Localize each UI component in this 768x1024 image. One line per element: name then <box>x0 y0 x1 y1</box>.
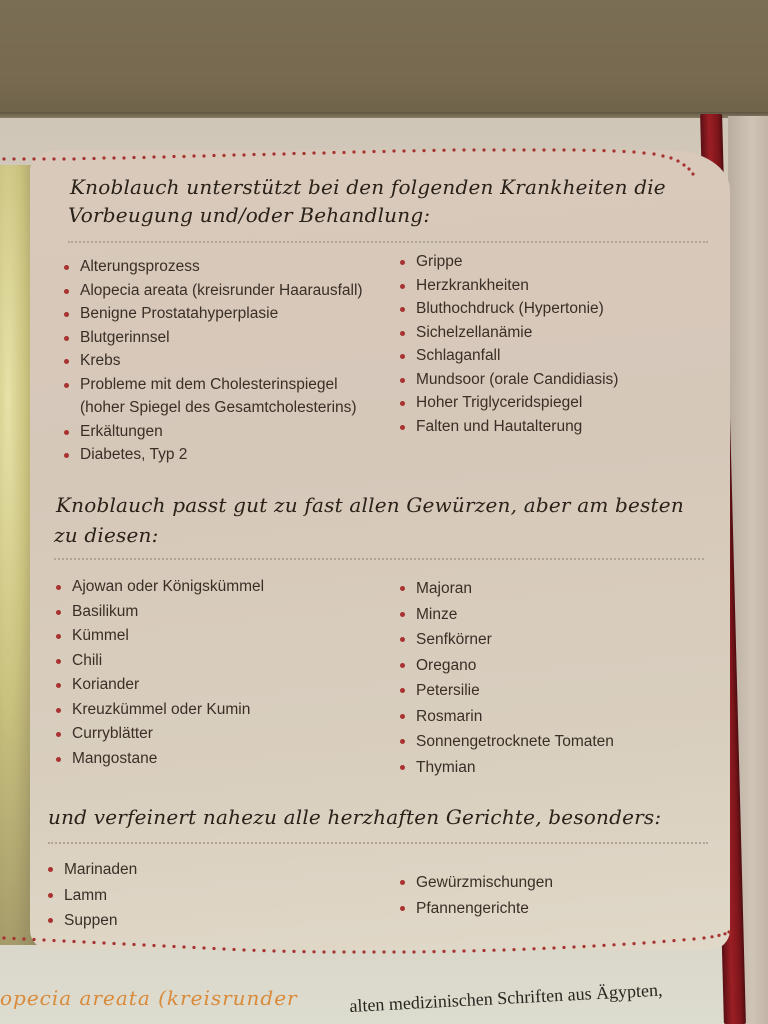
bullet-icon <box>64 289 69 294</box>
bullet-icon <box>400 663 405 668</box>
list-item: Hoher Triglyceridspiegel <box>396 391 618 415</box>
list-item: Grippe <box>396 250 618 274</box>
section1-divider <box>68 241 708 243</box>
section1-heading-line1: Knoblauch unterstützt bei den folgenden Krankheiten die <box>70 175 666 199</box>
list-item: Thymian <box>396 755 614 781</box>
list-item: Basilikum <box>52 600 264 625</box>
list-item: Pfannengerichte <box>396 896 553 922</box>
bullet-icon <box>400 880 405 885</box>
list-item: Curryblätter <box>52 722 264 747</box>
list-item: Sonnengetrocknete Tomaten <box>396 729 614 755</box>
bullet-icon <box>400 688 405 693</box>
list-item: Sichelzellanämie <box>396 321 618 345</box>
list-item: Krebs <box>60 349 363 373</box>
list-item: Probleme mit dem Cholesterinspiegel <box>60 373 363 397</box>
bullet-icon <box>56 634 61 639</box>
list-item: Senfkörner <box>396 627 614 653</box>
list-item: Minze <box>396 602 614 628</box>
list-item: Marinaden <box>44 857 137 883</box>
bullet-icon <box>48 918 53 923</box>
bullet-icon <box>400 425 405 430</box>
list-item: Alopecia areata (kreisrunder Haarausfall) <box>60 279 363 303</box>
list-item: Erkältungen <box>60 420 363 444</box>
list-item: Lamm <box>44 883 137 909</box>
bullet-icon <box>64 336 69 341</box>
list-item: Herzkrankheiten <box>396 274 618 298</box>
bullet-icon <box>56 610 61 615</box>
bullet-icon <box>56 683 61 688</box>
list-item: Kümmel <box>52 624 264 649</box>
bullet-icon <box>400 260 405 265</box>
list-item: Mundsoor (orale Candidiasis) <box>396 368 618 392</box>
list-item: Rosmarin <box>396 704 614 730</box>
bullet-icon <box>64 359 69 364</box>
bullet-icon <box>48 867 53 872</box>
list-item: Alterungsprozess <box>60 255 363 279</box>
list-item: Suppen <box>44 908 137 934</box>
body-text-fragment: alten medizinischen Schriften aus Ägypten, <box>348 979 663 1017</box>
bullet-icon <box>400 612 405 617</box>
dotted-border-bottom <box>0 930 740 960</box>
section2-heading-line2: zu diesen: <box>54 523 159 547</box>
bullet-icon <box>400 765 405 770</box>
section2-heading-line1: Knoblauch passt gut zu fast allen Gewürzen, aber am besten <box>56 493 684 517</box>
list-item: Petersilie <box>396 678 614 704</box>
list-item: Oregano <box>396 653 614 679</box>
list-item: Ajowan oder Königskümmel <box>52 575 264 600</box>
bullet-icon <box>400 331 405 336</box>
bullet-icon <box>56 659 61 664</box>
section3-heading: und verfeinert nahezu alle herzhaften Gerichte, besonders: <box>48 805 662 829</box>
bullet-icon <box>64 453 69 458</box>
section1-right-list <box>396 250 618 438</box>
section1-heading-line2: Vorbeugung und/oder Behandlung: <box>68 203 431 227</box>
section1-left-list <box>60 255 363 467</box>
list-item: Diabetes, Typ 2 <box>60 443 363 467</box>
section3-right-list <box>396 870 553 922</box>
list-item: Mangostane <box>52 747 264 772</box>
bullet-icon <box>64 312 69 317</box>
bullet-icon <box>56 708 61 713</box>
bullet-icon <box>56 757 61 762</box>
list-item-continuation: (hoher Spiegel des Gesamtcholesterins) <box>80 399 357 416</box>
bullet-icon <box>400 586 405 591</box>
bullet-icon <box>56 732 61 737</box>
bullet-icon <box>64 383 69 388</box>
bullet-icon <box>400 307 405 312</box>
list-item: Kreuzkümmel oder Kumin <box>52 698 264 723</box>
bullet-icon <box>400 401 405 406</box>
section2-divider <box>54 558 704 560</box>
bullet-icon <box>400 354 405 359</box>
section3-left-list <box>44 857 137 934</box>
bullet-icon <box>48 893 53 898</box>
bullet-icon <box>64 430 69 435</box>
list-item: Falten und Hautalterung <box>396 415 618 439</box>
list-item: Koriander <box>52 673 264 698</box>
background-wall <box>0 0 768 118</box>
bullet-icon <box>400 637 405 642</box>
bullet-icon <box>64 265 69 270</box>
bullet-icon <box>400 739 405 744</box>
section2-left-list <box>52 575 264 771</box>
list-item: Schlaganfall <box>396 344 618 368</box>
orange-subheading-fragment: opecia areata (kreisrunder <box>0 986 298 1010</box>
section2-right-list <box>396 576 614 780</box>
list-item: Blutgerinnsel <box>60 326 363 350</box>
bullet-icon <box>400 378 405 383</box>
bullet-icon <box>400 284 405 289</box>
bullet-icon <box>56 585 61 590</box>
list-item: Gewürzmischungen <box>396 870 553 896</box>
list-item: Bluthochdruck (Hypertonie) <box>396 297 618 321</box>
list-item: Majoran <box>396 576 614 602</box>
bullet-icon <box>400 714 405 719</box>
list-item: Chili <box>52 649 264 674</box>
list-item: Benigne Prostatahyperplasie <box>60 302 363 326</box>
section3-divider <box>48 842 708 844</box>
bullet-icon <box>400 906 405 911</box>
